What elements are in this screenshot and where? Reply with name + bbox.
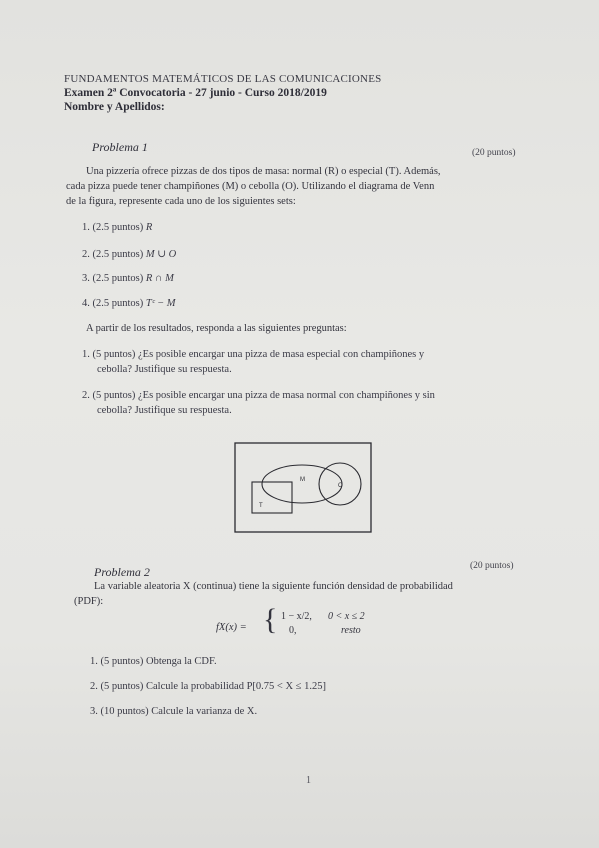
venn-label-m: M: [300, 477, 305, 483]
problem2-item-text: (5 puntos) Calcule la probabilidad P[0.75 < X ≤ 1.25]: [100, 681, 326, 692]
problem1-intro-line: cada pizza puede tener champiñones (M) o cebolla (O). Utilizando el diagrama de Venn: [66, 181, 435, 192]
set-item: [82, 298, 176, 309]
pdf-case2-expression: 0,: [289, 625, 297, 636]
set-item-expression: M ∪ O: [145, 249, 177, 260]
problem2-item-number: 2.: [90, 681, 98, 692]
venn-label-t: T: [259, 503, 263, 509]
problem2-item-number: 1.: [90, 656, 98, 667]
problem1-points: (20 puntos): [472, 148, 516, 158]
problem2-item-number: 3.: [90, 706, 98, 717]
problem2-item: [90, 656, 217, 667]
question-text-line: (5 puntos) ¿Es posible encargar una pizza de masa normal con champiñones y sin: [92, 390, 435, 401]
question-text-line: cebolla? Justifique su respuesta.: [97, 364, 232, 375]
problem2-item-text: (10 puntos) Calcule la varianza de X.: [100, 706, 258, 717]
problem2-intro-line: (PDF):: [74, 596, 104, 607]
problem2-intro-line: La variable aleatoria X (continua) tiene la siguiente función densidad de probabilidad: [94, 581, 453, 592]
set-item: [82, 273, 174, 284]
problem2-item-text: (5 puntos) Obtenga la CDF.: [100, 656, 217, 667]
set-item-expression: R: [145, 222, 153, 233]
venn-set-t-rectangle: [252, 482, 292, 513]
venn-universe-rectangle: [235, 443, 371, 532]
set-item: [82, 222, 152, 233]
problem1-intro-line: Una pizzería ofrece pizzas de dos tipos de masa: normal (R) o especial (T). Además,: [86, 166, 441, 177]
questions-intro: A partir de los resultados, responda a las siguientes preguntas:: [86, 323, 347, 334]
question-item: [82, 390, 435, 401]
pdf-case1-expression: 1 − x/2,: [281, 611, 312, 622]
set-item-number: 1.: [82, 222, 90, 233]
set-item-points: (2.5 puntos): [92, 273, 144, 284]
question-item: [82, 349, 424, 360]
problem1-intro-line: de la figura, represente cada uno de los siguientes sets:: [66, 196, 296, 207]
set-item: [82, 248, 176, 260]
pdf-formula-brace: {: [263, 603, 278, 636]
problem2-item: [90, 681, 326, 692]
venn-diagram: [234, 442, 372, 534]
name-field-label: Nombre y Apellidos:: [64, 101, 165, 113]
pdf-formula-lhs: fX(x) =: [216, 622, 247, 633]
set-item-points: (2.5 puntos): [92, 222, 144, 233]
venn-label-o: O: [338, 483, 343, 489]
question-text-line: cebolla? Justifique su respuesta.: [97, 405, 232, 416]
set-item-number: 4.: [82, 298, 90, 309]
set-item-number: 2.: [82, 249, 90, 260]
set-item-expression: Tᶜ − M: [145, 298, 176, 309]
problem2-title: Problema 2: [94, 565, 150, 579]
pdf-case2-condition: resto: [341, 625, 361, 636]
set-item-points: (2.5 puntos): [92, 298, 144, 309]
page-number: 1: [306, 775, 311, 786]
venn-set-m-ellipse: [262, 465, 342, 503]
exam-info: Examen 2ª Convocatoria - 27 junio - Curso 2018/2019: [64, 87, 327, 99]
problem2-item: [90, 706, 257, 717]
question-number: 1.: [82, 349, 90, 360]
set-item-expression: R ∩ M: [145, 273, 174, 284]
course-title: FUNDAMENTOS MATEMÁTICOS DE LAS COMUNICACIONES: [64, 73, 382, 85]
pdf-case1-condition: 0 < x ≤ 2: [328, 611, 365, 622]
problem2-points: (20 puntos): [470, 561, 514, 571]
question-text-line: (5 puntos) ¿Es posible encargar una pizza de masa especial con champiñones y: [92, 349, 425, 360]
question-number: 2.: [82, 390, 90, 401]
set-item-points: (2.5 puntos): [92, 249, 144, 260]
problem1-title: Problema 1: [92, 140, 148, 154]
set-item-number: 3.: [82, 273, 90, 284]
